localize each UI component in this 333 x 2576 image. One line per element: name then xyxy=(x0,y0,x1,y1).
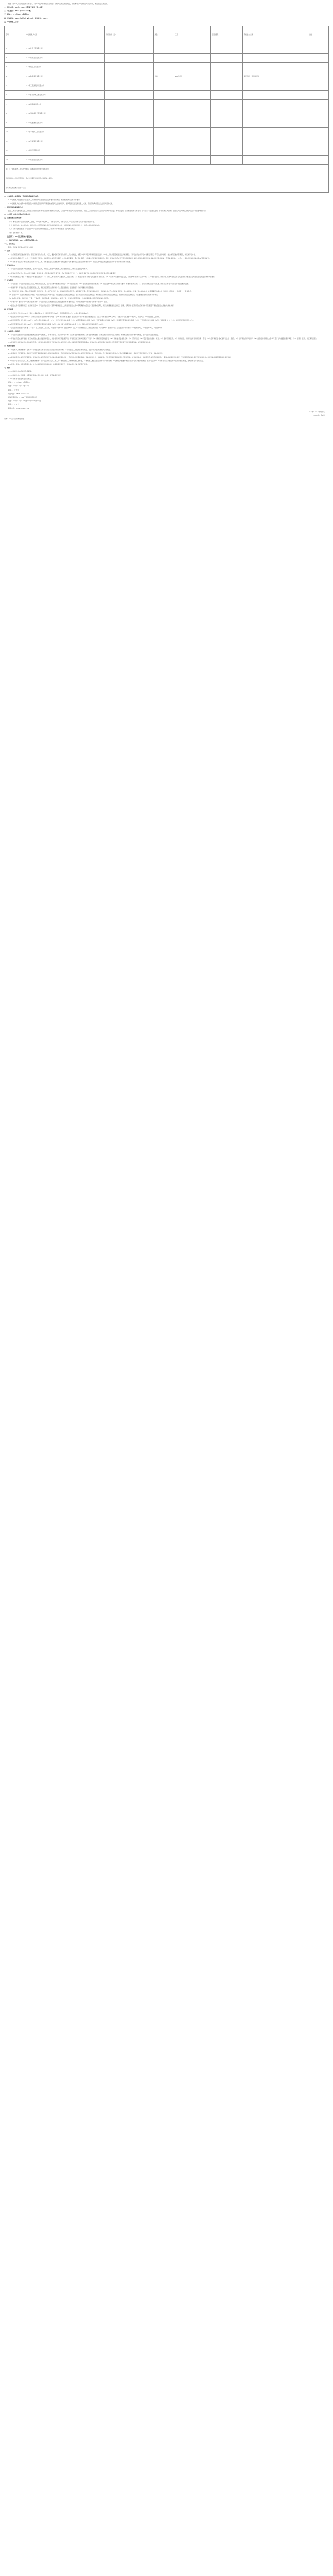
paragraph: 2.1 评标委员会由招标人依法组建，负责评标活动，向招标人推荐中标候选人或者根据招标人的授权直接确定中标人。 xyxy=(8,268,89,270)
table-cell xyxy=(174,127,211,137)
paragraph: 5.2 评标委员会完成评标后，应当向招标人提出书面评标报告，并抄送有关行政监督部门。评标报告应当如实记载以下内容：（1）基本情况和数据表；（2）评标委员会成员名单；（3）开标记录；（4）符合要求的投标一览表；（5）废标情况说明；（6）评标标准、评标方法或者评标因素一览表；（7）经评审的价格或者评分比较一览表；（8）经评审的投标人排序；（9）推荐的中标候选人名单与签订合同前要处理的事宜；（10）澄清、说明、补正事项纪要。 xyxy=(8,337,318,340)
table-row xyxy=(5,137,329,146)
table-cell: 4 xyxy=(5,72,25,81)
table-cell: ×××路桥建设有限公司 xyxy=(25,72,104,81)
paragraph: 4.3 施工组织设计评分标准（30分）：内容完整性和编制水平（5分）；施工方案与技术措施（5分）；质量管理体系与措施（4分）；安全管理体系与措施（4分）；环境保护管理体系与措施（3分）；工程进度计划与措施（3分）；资源配备计划（3分）；施工现场平面布置（3分）。 xyxy=(8,319,195,321)
column-header: 资格能力条件 xyxy=(242,26,308,44)
table-note: 联系方式详见本公告第十二条。 xyxy=(5,183,329,192)
table-cell xyxy=(174,137,211,146)
body-section xyxy=(4,195,329,246)
table-cell xyxy=(242,109,308,118)
table-cell xyxy=(174,109,211,118)
table-cell xyxy=(105,155,153,164)
table-cell xyxy=(211,155,243,164)
table-row xyxy=(5,127,329,137)
table-cell xyxy=(308,109,328,118)
table-cell xyxy=(242,137,308,146)
table-row xyxy=(5,90,329,99)
table-cell xyxy=(308,62,328,72)
table-cell: ××市政工程有限公司 xyxy=(25,62,104,72)
section-heading: 五、中标候选人公示： xyxy=(4,21,20,23)
table-cell xyxy=(242,127,308,137)
table-row xyxy=(5,118,329,127)
table-cell xyxy=(308,155,328,164)
table-cell xyxy=(153,118,174,127)
section-heading: 三、招标人：××市××××管理中心 xyxy=(4,13,29,16)
paragraph: 1. 中标候选人的业绩及项目负责人资质情况均已按照招标文件要求进行核查，核查结果满足招标文件要求。 xyxy=(8,198,81,201)
column-header: 中标候选人名称 xyxy=(25,26,104,44)
table-cell: 12 xyxy=(5,146,25,155)
table-note: 投标人如对公示结果有异议，应在公示期内以书面形式向招标人提出。 xyxy=(5,174,329,183)
table-cell xyxy=(105,99,153,109)
paragraph: 1.1 为了规范本项目的评标活动，保证评标活动的公平、公正，维护招标投标活动当事人的合法权益，依照《中华人民共和国招标投标法》、《中华人民共和国招标投标法实施条例》、《评标委员会和评标方法暂行规定》等有关法律法规，结合本项目的实际情况，制定本评标办法。 xyxy=(8,253,197,256)
table-cell xyxy=(308,81,328,90)
table-cell xyxy=(153,146,174,155)
table-cell xyxy=(308,146,328,155)
table-cell xyxy=(174,155,211,164)
table-cell: 10 xyxy=(5,127,25,137)
table-cell xyxy=(153,109,174,118)
table-cell xyxy=(105,44,153,53)
table-cell xyxy=(308,53,328,62)
table-cell: ×××建筑集团有限公司 xyxy=(25,53,104,62)
table-cell xyxy=(174,146,211,155)
table-cell: 2 xyxy=(5,53,25,62)
table-cell xyxy=(153,155,174,164)
section-heading: 二、项目编号：2022-JSC-0172（略） xyxy=(4,10,32,12)
table-cell xyxy=(308,44,328,53)
recommendation-section xyxy=(4,330,329,381)
table-cell xyxy=(242,90,308,99)
table-cell xyxy=(153,90,174,99)
table-cell xyxy=(174,118,211,127)
table-cell xyxy=(308,72,328,81)
paragraph: 6.1 对招标人的纪律要求：招标人不得泄露招标投标活动中应当保密的情况和资料，不得与投标人串通损害国家利益、社会公共利益或者他人合法权益。 xyxy=(8,348,112,351)
table-cell: ××第一建筑工程有限公司 xyxy=(25,127,104,137)
section-heading: 五、中标候选人的推荐 xyxy=(4,330,20,333)
table-cell xyxy=(105,90,153,99)
paragraph: （一）本项目的评标委员会由5人组成，其中招标人代表1人，评标专家4人，评标专家从××省综合评标专家库中随机抽取产生。 xyxy=(8,221,96,223)
table-cell xyxy=(174,62,211,72)
paragraph: 2.2 评标委员会成员人数为5人以上单数，其中技术、经济等方面的专家不得少于成员总数的三分之二。评标专家应当从依法组建的评标专家库中随机抽取确定。 xyxy=(8,272,118,274)
section-heading: 九、其他需要公示的内容： xyxy=(4,217,23,219)
paragraph: 2. 中标候选人在“信用中国”网站及“中国政府采购网”等渠道未被列入失信被执行人、重大税收违法案件当事人名单、政府采购严重违法失信行为记录名单。 xyxy=(8,202,114,205)
paragraph: 地址：××市××区××路××号 xyxy=(8,385,30,387)
table-cell xyxy=(242,62,308,72)
table-cell: 180日历天 xyxy=(174,72,211,81)
section-heading: 六、中标候选人响应招标文件要求的资格能力条件： xyxy=(4,195,40,197)
table-cell xyxy=(105,109,153,118)
table-cell: ×××建设工程有限公司 xyxy=(25,44,104,53)
paragraph: 6.4 对与评标活动有关的工作人员的纪律要求：与评标活动有关的工作人员不得收受他人的财物或者其他好处，不得向他人透露对投标文件的评审和比较、中标候选人的推荐情况以及评标有关的其他情况。在评标活动中，与评标活动有关的工作人员不得擅离职守，影响评标程序正常进行。 xyxy=(8,359,205,362)
table-cell xyxy=(211,118,243,127)
table-cell xyxy=(153,99,174,109)
table-cell: ××建工集团股份有限公司 xyxy=(25,81,104,90)
table-cell xyxy=(153,127,174,137)
table-cell xyxy=(308,90,328,99)
table-cell xyxy=(211,90,243,99)
table-cell xyxy=(174,81,211,90)
paragraph: 4.1 综合评分的总分为100分，其中：投标报价40分，施工组织设计30分，项目管理机构15分，企业业绩与信誉15分。 xyxy=(8,312,90,314)
paragraph: 7.3 本评标办法自发布之日起施行。 xyxy=(8,378,33,380)
table-cell xyxy=(105,127,153,137)
table-cell: 11 xyxy=(5,137,25,146)
section-heading: 六、纪律和监督 xyxy=(4,345,15,347)
table-cell xyxy=(211,44,243,53)
table-cell xyxy=(211,146,243,155)
column-header: 投标报价（元） xyxy=(105,26,153,44)
table-cell: ××城建集团有限公司 xyxy=(25,99,104,109)
table-note: 注：以上中标候选人排名不分先后，具体评审结果详见评标报告。 xyxy=(5,164,329,174)
section-heading: 八、公示期：自本公示发布之日起3日。 xyxy=(4,213,32,216)
paragraph: 1.2 评标活动遵循公平、公正、科学和择优的原则。评标委员会成员应当客观、公正地履行职务，遵守职业道德，对所提出的评审意见承担个人责任。评标委员会成员不得与任何投标人或者与招标结果有利害关系的人进行私下接触，不得收受投标人、中介人、其他利害关系人的财物或者其他好处。 xyxy=(8,257,211,260)
table-cell xyxy=(105,62,153,72)
table-cell xyxy=(211,99,243,109)
table-cell xyxy=(153,53,174,62)
signer: ××市××××管理中心 xyxy=(309,411,325,413)
paragraph: 1.3 本评标办法适用于本项目施工招标的评标工作。评标委员会应当按照本办法规定的评标标准和方法对投标文件进行评审，招标文件中没有规定的标准和方法不得作为评标的依据。 xyxy=(8,261,132,263)
paragraph: 3.2 初步评审：评标委员会应当根据招标文件，审查并逐项列出投标文件的全部投标偏差。投标偏差分为重大偏差和细微偏差。 xyxy=(8,286,95,289)
table-cell xyxy=(153,137,174,146)
table-row xyxy=(5,72,329,81)
paragraph: 7.2 本评标办法未尽事宜，按照国家和地方有关法律、法规、规章的规定执行。 xyxy=(8,374,62,377)
paragraph: 2.3 有下列情形之一的，不得担任评标委员会成员：（1）投标人或者投标人主要负责人的近亲属；（2）项目主管部门或者行政监督部门的人员；（3）与投标人有经济利益关系，可能影响对投标公正评审的；（4）曾因在招标、评标以及其他与招标投标有关活动中从事违法行为而受过行政处罚或刑事处罚的。 xyxy=(8,275,217,278)
section-heading: 十、监督部门：××市住房和城乡建设局。 xyxy=(4,235,34,238)
table-cell xyxy=(153,81,174,90)
table-cell xyxy=(211,62,243,72)
table-cell xyxy=(308,137,328,146)
sign-date: 2022年×月×日 xyxy=(313,414,325,417)
table-note-row xyxy=(5,174,329,183)
table-cell xyxy=(174,53,211,62)
section-heading: 一、总则 xyxy=(4,249,11,252)
paragraph: 联系人：×女士 xyxy=(8,403,19,405)
table-cell xyxy=(242,118,308,127)
table-row xyxy=(5,155,329,164)
section-heading: 四、开标时间：2022年×月×日 9时30分，评标时间：×××× xyxy=(4,17,48,20)
table-cell xyxy=(242,44,308,53)
table-cell xyxy=(153,44,174,53)
table-note-row xyxy=(5,164,329,174)
paragraph: 5.3 评标报告由评标委员会全体成员签字。对评标结论持有异议的评标委员会成员可以书面方式阐述其不同意见和理由。评标委员会成员拒绝在评标报告上签字且不陈述其不同意见和理由的，视为同意评标结论。 xyxy=(8,341,152,344)
table-cell: 8 xyxy=(5,109,25,118)
paragraph: 联系电话：0571-8×××××× xyxy=(8,392,29,395)
table-cell: 9 xyxy=(5,118,25,127)
paragraph: （1）形式评审：投标人名称与营业执照、资质证书、安全生产许可证一致；投标函上有法定代表人或其委托代理人签字或加盖单位章；投标文件格式符合招标文件要求；联合体投标人已提交联合体协议书，并明确联合体牵头人（如有）；报价唯一，只能有一个有效报价。 xyxy=(8,290,193,292)
table-row xyxy=(5,44,329,53)
intro-section xyxy=(4,2,329,24)
table-cell: 合格 xyxy=(153,72,174,81)
table-cell: ×××园林绿化工程有限公司 xyxy=(25,109,104,118)
table-row xyxy=(5,53,329,62)
table-cell: 满足招标文件资格要求 xyxy=(242,72,308,81)
paragraph: 招标人：××市××××管理中心 xyxy=(8,381,30,384)
paragraph: 6.3 对评标委员会成员的纪律要求：评标委员会成员不得收受他人的财物或者其他好处，不得向他人透露对投标文件的评审和比较、中标候选人的推荐情况以及评标有关的其他情况。在评标活动中，评标委员会成员不得擅离职守，影响评标程序正常进行，不得使用招标文件规定的评标标准和方法以外的评审因素和标准进行评标。 xyxy=(8,355,232,358)
paragraph: （三）投标文件的澄清：评标过程中评标委员会未要求投标人对投标文件作出澄清、说明或者补正。 xyxy=(8,228,77,230)
table-cell xyxy=(211,53,243,62)
table-cell: 1 xyxy=(5,44,25,53)
table-cell: 5 xyxy=(5,81,25,90)
contacts-section xyxy=(4,381,329,410)
section-heading: 四、评分标准 xyxy=(4,308,14,311)
table-cell xyxy=(242,53,308,62)
evaluation-method-section xyxy=(4,246,329,330)
table-cell xyxy=(105,137,153,146)
section-heading: 三、评标程序 xyxy=(4,279,14,281)
table-cell: ×××水利水电工程有限公司 xyxy=(25,90,104,99)
section-heading: 七、附则 xyxy=(4,366,11,369)
table-cell xyxy=(105,72,153,81)
column-header: 备注 xyxy=(308,26,328,44)
table-cell xyxy=(105,81,153,90)
table-cell xyxy=(308,118,328,127)
table-cell: 7 xyxy=(5,99,25,109)
table-cell xyxy=(174,90,211,99)
table-cell: ×××建设集团有限公司 xyxy=(25,155,104,164)
table-cell: ×××交通建设有限公司 xyxy=(25,118,104,127)
table-cell: 3 xyxy=(5,62,25,72)
paragraph: 3.4 投标文件的澄清和补正：在评标过程中，评标委员会可以书面形式要求投标人对所提交投标文件中不明确的内容进行书面澄清或说明，或者对细微偏差进行补正。澄清、说明和补正不得超出投标文件的范围且不得改变投标文件的实质性内容。 xyxy=(8,304,175,307)
table-cell xyxy=(105,53,153,62)
paragraph: 4.5 企业业绩与信誉评分标准（15分）：近三年类似工程业绩，每提供一项得2分，最高得8分；近三年获得省级及以上优质工程奖的，每项得1分，最高得4分；企业信用评价等级为AAA级的得3分，AA级的得2分，A级的得1分。 xyxy=(8,326,163,329)
paragraph: 联系电话：0571-8×××××× xyxy=(8,407,29,409)
paragraph: 4.2 投标报价评分标准（40分）：以所有有效投标报价的算术平均值下浮3%作为评标基准价。投标报价等于评标基准价的得满分；每高于评标基准价1%扣2分，每低于评标基准价1%扣1分，扣完为止，中间值按插入法计算。 xyxy=(8,315,161,318)
section-heading: 十一、招标代理机构：××××工程咨询有限公司。 xyxy=(4,239,39,241)
table-cell xyxy=(211,72,243,81)
table-cell xyxy=(242,155,308,164)
table-row xyxy=(5,109,329,118)
table-row xyxy=(5,146,329,155)
column-header: 工期 xyxy=(174,26,211,44)
table-cell xyxy=(105,118,153,127)
table-cell xyxy=(211,81,243,90)
paragraph: 3.3 详细评审：经初步评审合格的投标文件，评标委员会应当根据招标文件确定的评标标准和方法，对其技术部分和商务部分作进一步评审、比较。 xyxy=(8,301,109,303)
table-cell xyxy=(242,99,308,109)
table-cell: ×××工程建设有限公司 xyxy=(25,137,104,146)
column-header: 质量 xyxy=(153,26,174,44)
table-body xyxy=(5,44,329,192)
paragraph: 7.1 本评标办法由招标人负责解释。 xyxy=(8,370,33,373)
column-header: 项目经理 xyxy=(211,26,243,44)
paragraph: 3.1 评标准备：评标委员会成员应当认真研究招标文件，至少应了解和熟悉以下内容：（1）招标的目标；（2）招标项目的范围和性质；（3）招标文件中规定的主要技术要求、标准和商务条款；（4）招标文件规定的评标标准、评标方法和在评标过程中考虑的相关因素。 xyxy=(8,282,190,285)
section-heading: 二、评标委员会 xyxy=(4,264,15,267)
table-cell xyxy=(242,146,308,155)
table-note-row xyxy=(5,183,329,192)
paragraph: （二）评标办法：综合评估法。评标委员会按照招标文件规定的评标标准和方法，对投标文件进行评审和比较，推荐合格的中标候选人。 xyxy=(8,224,102,227)
table-cell xyxy=(308,127,328,137)
table-row xyxy=(5,81,329,90)
table-cell xyxy=(174,44,211,53)
paragraph: 地址：××市××区××大道××号××大厦××层 xyxy=(8,399,41,402)
paragraph: 6.2 对投标人的纪律要求：投标人不得相互串通投标或者与招标人串通投标，不得向招标人或者评标委员会成员行贿谋取中标，不得以他人名义投标或者以其他方式弄虚作假骗取中标；投标人不得以任何方式干扰、影响评标工作。 xyxy=(8,352,164,354)
table-cell xyxy=(211,127,243,137)
paragraph: （四）废标情况：无。 xyxy=(8,231,24,234)
paragraph: 根据《中华人民共和国招标投标法》、《中华人民共和国政府采购法》及相关法律法规的规定，现将本项目中标候选人公示如下，欢迎社会各界监督。 xyxy=(8,3,109,5)
table-cell xyxy=(105,146,153,155)
paragraph: 附件：招标文件评审办法及评分细则 xyxy=(8,246,34,248)
candidate-table xyxy=(4,26,329,193)
table-cell xyxy=(153,62,174,72)
paragraph: 5.1 评标委员会按照得分由高到低的顺序推荐中标候选人，并标明排序。综合评分相等时，以投标报价低的优先；投标报价也相等的，以施工组织设计得分高的优先；如果施工组织设计得分也相等，由评标委员会投票确定。 xyxy=(8,334,160,336)
table-cell xyxy=(308,99,328,109)
section-heading: 七、提出异议的渠道和方式： xyxy=(4,206,25,208)
paragraph: 联系人：×先生 xyxy=(8,388,19,391)
paragraph: 招标代理机构：××××工程咨询有限公司 xyxy=(8,396,37,398)
source-line: 来源：××省公共资源交易网 xyxy=(4,418,24,420)
table-cell: ××中建设有限公司 xyxy=(25,146,104,155)
table-cell xyxy=(211,137,243,146)
table-cell xyxy=(242,81,308,90)
table-cell: 6 xyxy=(5,90,25,99)
table-cell xyxy=(211,109,243,118)
table-row xyxy=(5,62,329,72)
paragraph: 投标人或者其他利害关系人对依法必须进行招标的项目的评标结果有异议的，应当在中标候选人公示期间提出。招标人应当自收到异议之日起3日内作出答复；作出答复前，应当暂停招标投标活动。异议应以书面形式提交，并附有效证明材料，由法定代表人或其授权代表签字并加盖单位公章。 xyxy=(8,209,207,212)
table-header-row xyxy=(5,26,329,44)
paragraph: （2）资格评审：具备有效的营业执照；具备有效的安全生产许可证；资质等级符合招标文件规定；财务状况符合招标文件规定；类似项目业绩符合招标文件规定；信誉符合招标文件规定；项目经理资格符合招标文件规定。 xyxy=(8,294,159,296)
paragraph: 6.5 投诉：投标人和其他利害关系人认为本次招标活动违反法律、法规和规章规定的，有权向有关行政监督部门投诉。 xyxy=(8,363,89,365)
table-row xyxy=(5,99,329,109)
column-header: 序号 xyxy=(5,26,25,44)
section-heading: 一、项目名称：××市×××××工程施工项目（第一标段） xyxy=(4,6,44,9)
table-cell xyxy=(174,99,211,109)
table-cell: 13 xyxy=(5,155,25,164)
section-heading: 十二、联系方式： xyxy=(4,242,17,245)
paragraph: 4.4 项目管理机构评分标准（15分）：项目经理任职资格与业绩（6分）；技术负责人任职资格与业绩（4分）；其他主要人员配备情况（5分）。 xyxy=(8,323,105,325)
paragraph: （3）响应性评审：投标内容、工期、工程质量、投标有效期、投标保证金、权利义务、已标价工程量清单、技术标准和要求均符合招标文件的规定。 xyxy=(8,297,110,300)
